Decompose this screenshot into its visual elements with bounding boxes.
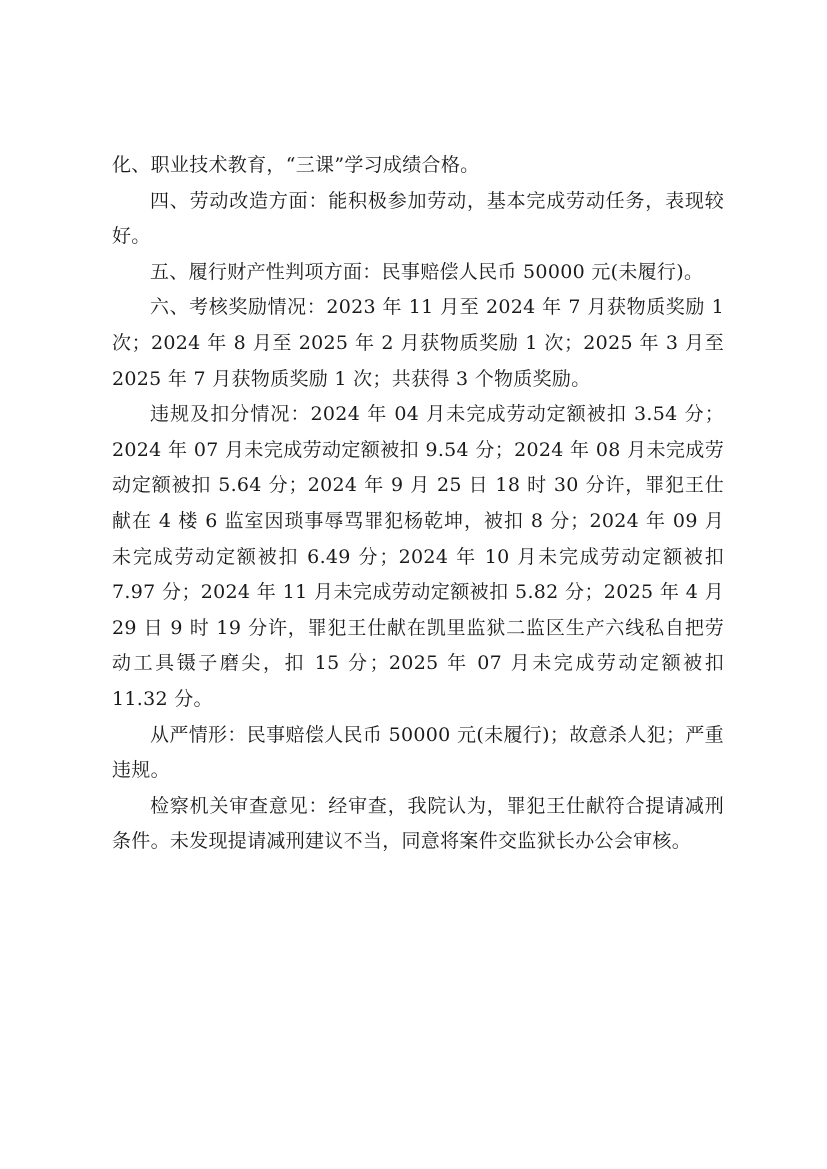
- document-body: [112, 148, 724, 860]
- paragraph-procuratorate-opinion: 检察机关审查意见：经审查，我院认为，罪犯王仕献符合提请减刑条件。未发现提请减刑建议不当，同意将案件交监狱长办公会审核。: [112, 794, 724, 853]
- paragraph-violations-deductions: 违规及扣分情况：2024 年 04 月未完成劳动定额被扣 3.54 分；2024 年 07 月未完成劳动定额被扣 9.54 分；2024 年 08 月未完成劳动定额被扣 5.64 分；2024 年 9 月 25 日 18 时 30 分许，罪犯王仕献在 4 楼 6 监室因琐事辱骂罪犯杨乾坤，被扣 8 分；2024 年 09 月未完成劳动定额被扣 6.49 分；2024 年 10 月未完成劳动定额被扣 7.97 分；2024 年 11 月未完成劳动定额被扣 5.82 分；2025 年 4 月 29 日 9 时 19 分许，罪犯王仕献在凯里监狱二监区生产六线私自把劳动工具镊子磨尖，扣 15 分；2025 年 07 月未完成劳动定额被扣 11.32 分。: [112, 403, 724, 710]
- paragraph-assessment-rewards: 六、考核奖励情况：2023 年 11 月至 2024 年 7 月获物质奖励 1 次；2024 年 8 月至 2025 年 2 月获物质奖励 1 次；2025 年 3 月至 2025 年 7 月获物质奖励 1 次；共获得 3 个物质奖励。: [112, 296, 724, 390]
- paragraph-property-judgment: 五、履行财产性判项方面：民事赔偿人民币 50000 元(未履行)。: [150, 260, 704, 283]
- paragraph-labor-reform: 四、劳动改造方面：能积极参加劳动，基本完成劳动任务，表现较好。: [112, 189, 724, 248]
- paragraph-education-continued: 化、职业技术教育，“三课”学习成绩合格。: [112, 154, 480, 176]
- paragraph-strict-circumstances: 从严情形：民事赔偿人民币 50000 元(未履行)；故意杀人犯；严重违规。: [112, 723, 724, 782]
